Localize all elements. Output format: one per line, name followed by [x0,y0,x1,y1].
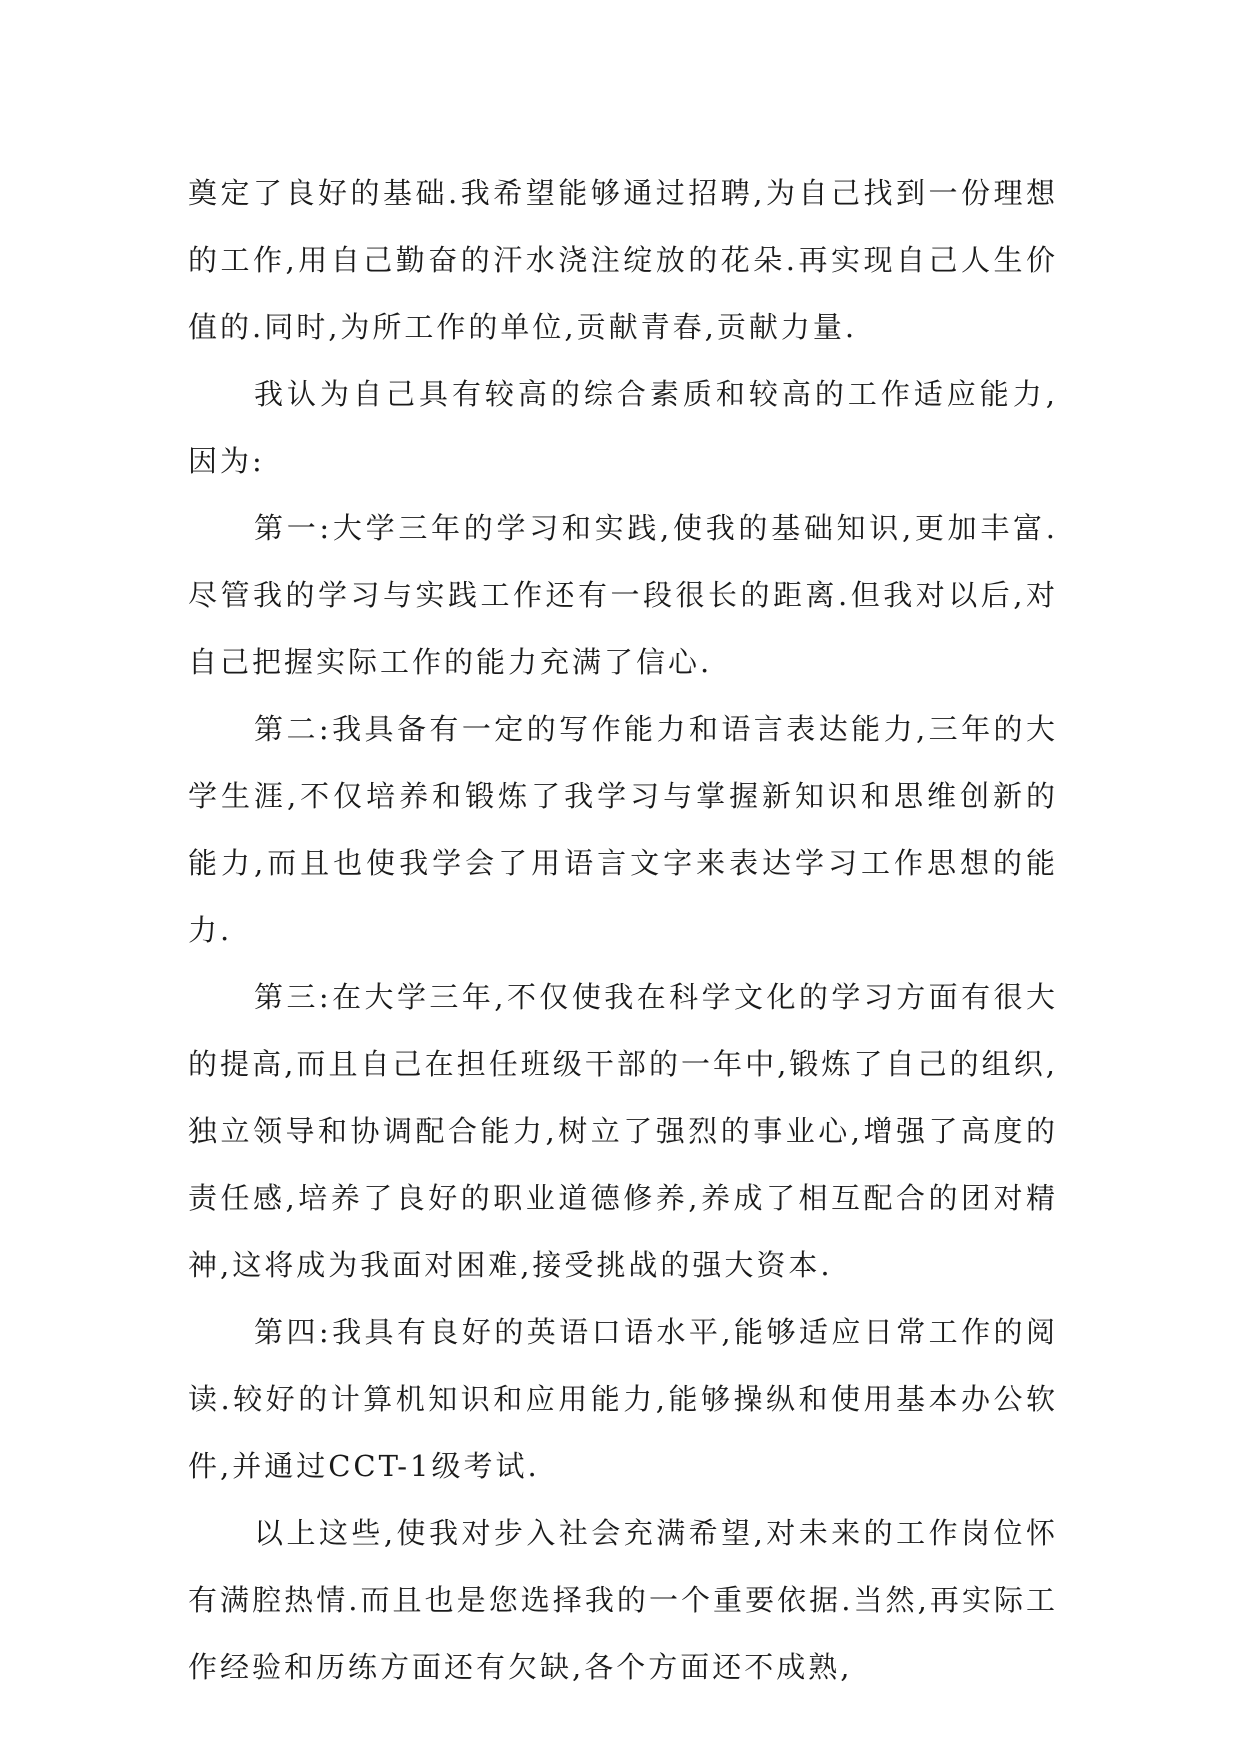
document-body [188,160,1058,1701]
paragraph-point-four: 第四:我具有良好的英语口语水平,能够适应日常工作的阅读.较好的计算机知识和应用能力,能够操纵和使用基本办公软件,并通过CCT-1级考试. [188,1315,1058,1483]
paragraph-point-one: 第一:大学三年的学习和实践,使我的基础知识,更加丰富.尽管我的学习与实践工作还有一段很长的距离.但我对以后,对自己把握实际工作的能力充满了信心. [188,511,1058,679]
paragraph-summary: 以上这些,使我对步入社会充满希望,对未来的工作岗位怀有满腔热情.而且也是您选择我的一个重要依据.当然,再实际工作经验和历练方面还有欠缺,各个方面还不成熟, [188,1516,1058,1684]
paragraph-continuation: 奠定了良好的基础.我希望能够通过招聘,为自己找到一份理想的工作,用自己勤奋的汗水浇注绽放的花朵.再实现自己人生价值的.同时,为所工作的单位,贡献青春,贡献力量. [188,176,1058,344]
paragraph-self-assessment: 我认为自己具有较高的综合素质和较高的工作适应能力,因为: [188,377,1058,478]
paragraph-point-two: 第二:我具备有一定的写作能力和语言表达能力,三年的大学生涯,不仅培养和锻炼了我学习与掌握新知识和思维创新的能力,而且也使我学会了用语言文字来表达学习工作思想的能力. [188,712,1058,947]
paragraph-point-three: 第三:在大学三年,不仅使我在科学文化的学习方面有很大的提高,而且自己在担任班级干部的一年中,锻炼了自己的组织,独立领导和协调配合能力,树立了强烈的事业心,增强了高度的责任感,培养了良好的职业道德修养,养成了相互配合的团对精神,这将成为我面对困难,接受挑战的强大资本. [188,980,1058,1282]
